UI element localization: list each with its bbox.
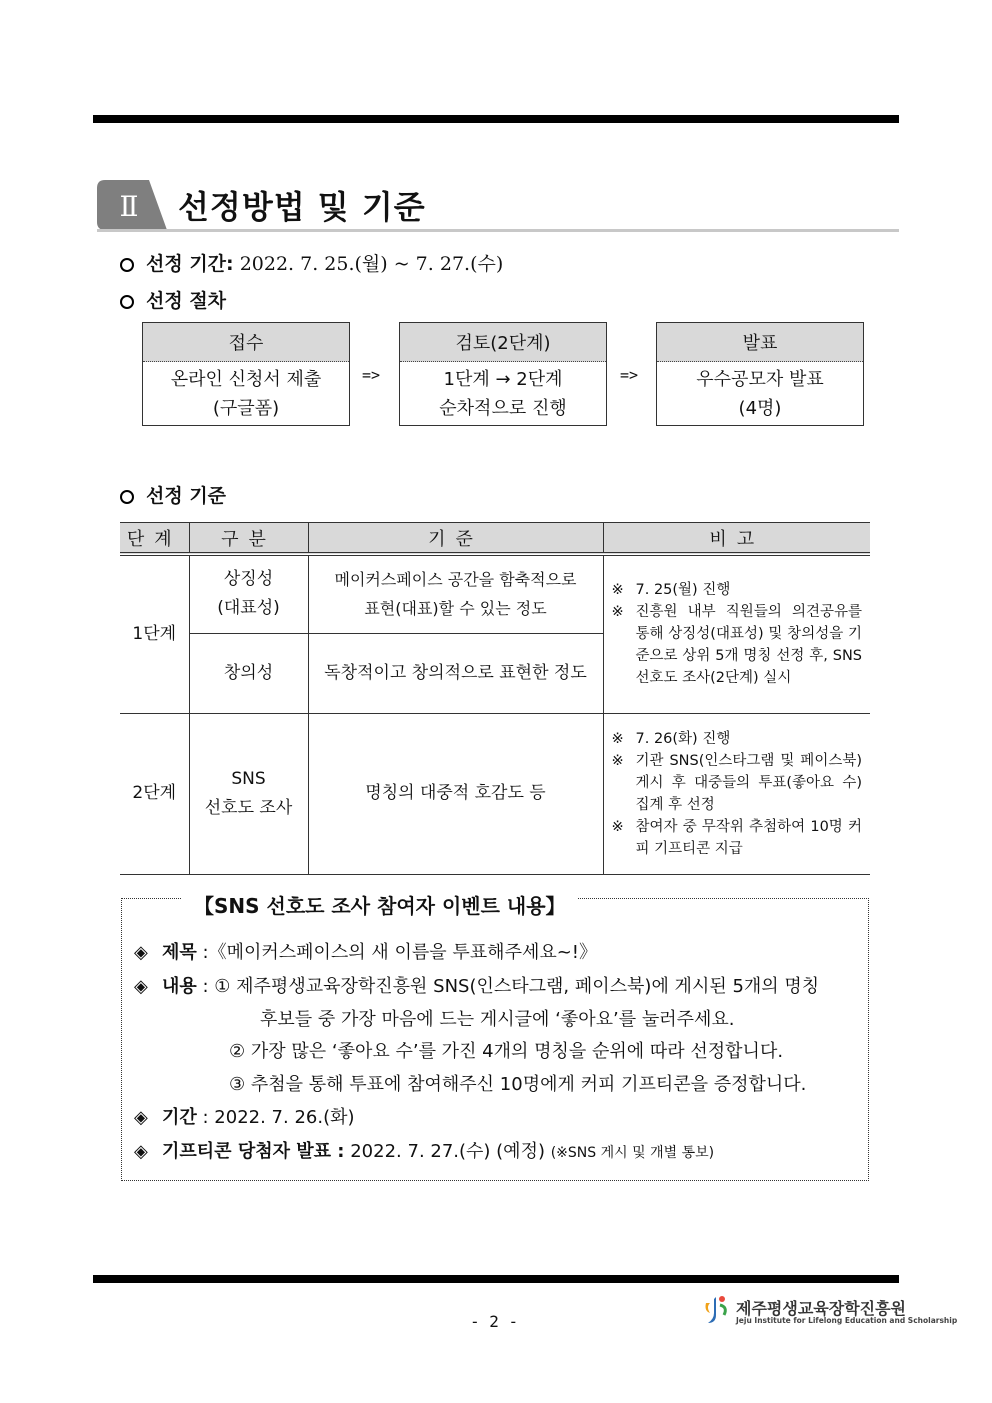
circle-bullet-icon	[120, 295, 134, 309]
event-content-2: ② 가장 많은 ‘좋아요 수’를 가진 4개의 명칭을 순위에 따라 선정합니다.	[229, 1041, 784, 1062]
header-category: 구분	[189, 523, 308, 555]
procedure-arrow: =>	[620, 366, 639, 384]
table-row	[120, 554, 870, 633]
section-number-badge	[97, 180, 167, 230]
event-subject: ◈ 제목 :《메이커스페이스의 새 이름을 투표해주세요~!》	[134, 942, 598, 963]
event-title: 【SNS 선호도 조사 참여자 이벤트 내용】	[182, 890, 578, 919]
period-line	[120, 249, 503, 276]
period-value: 2022. 7. 25.(월) ~ 7. 27.(수)	[239, 253, 504, 275]
event-content-3: ③ 추첨을 통해 투표에 참여해주신 10명에게 커피 기프티콘을 증정합니다.	[229, 1074, 807, 1095]
criteria-heading: 선정 기준	[120, 481, 226, 508]
table-row	[120, 713, 870, 874]
remarks-cell: ※ 7. 25(월) 진행 ※ 진흥원 내부 직원들의 의견공유를 통해 상징성(대표성) 및 창의성을 기준으로 상위 5개 명칭 선정 후, SNS 선호도 조사(2단계) 실시	[603, 554, 870, 713]
org-name-en: Jeju Institute for Lifelong Education and Scholarship	[736, 1316, 958, 1325]
criteria-table	[120, 522, 870, 875]
page-number: - 2 -	[470, 1312, 519, 1331]
standard-cell: 독창적이고 창의적으로 표현한 정도	[308, 633, 603, 713]
header-standard: 기준	[308, 523, 603, 555]
procedure-step-review: 검토(2단계) 1단계 → 2단계 순차적으로 진행	[399, 322, 607, 426]
stage-1: 1단계	[120, 554, 189, 713]
period-label: 선정 기간:	[146, 253, 234, 275]
diamond-bullet-icon: ◈	[134, 942, 148, 963]
event-period: ◈ 기간 : 2022. 7. 26.(화)	[134, 1107, 355, 1128]
procedure-step-receive: 접수 온라인 신청서 제출 (구글폼)	[142, 322, 350, 426]
table-header-row	[120, 523, 870, 555]
event-winner: ◈ 기프티콘 당첨자 발표 : 2022. 7. 27.(수) (예정) (※SNS 게시 및 개별 통보)	[134, 1141, 715, 1162]
standard-cell: 메이커스페이스 공간을 함축적으로 표현(대표)할 수 있는 정도	[308, 554, 603, 633]
section-title: 선정방법 및 기준	[178, 188, 426, 226]
category-cell: 상징성 (대표성)	[189, 554, 308, 633]
diamond-bullet-icon: ◈	[134, 1107, 148, 1128]
circle-bullet-icon	[120, 490, 134, 504]
diamond-bullet-icon: ◈	[134, 976, 148, 997]
top-rule	[93, 115, 899, 123]
org-logo-icon	[702, 1293, 732, 1325]
org-name: 제주평생교육장학진흥원	[736, 1299, 907, 1318]
section-numeral: Ⅱ	[119, 190, 139, 223]
category-cell: 창의성	[189, 633, 308, 713]
stage-2: 2단계	[120, 713, 189, 874]
event-content-cont: 후보들 중 가장 마음에 드는 게시글에 ‘좋아요’를 눌러주세요.	[260, 1009, 735, 1030]
bottom-rule	[93, 1275, 899, 1283]
section-underline	[97, 229, 899, 232]
header-stage: 단계	[120, 523, 189, 555]
standard-cell: 명칭의 대중적 호감도 등	[308, 713, 603, 874]
procedure-heading: 선정 절차	[120, 286, 226, 313]
header-remarks: 비고	[603, 523, 870, 555]
procedure-step-announce: 발표 우수공모자 발표 (4명)	[656, 322, 864, 426]
procedure-arrow: =>	[362, 366, 381, 384]
event-content: ◈ 내용 : ① 제주평생교육장학진흥원 SNS(인스타그램, 페이스북)에 게시된 5개의 명칭	[134, 976, 820, 997]
remarks-cell: ※ 7. 26(화) 진행 ※ 기관 SNS(인스타그램 및 페이스북) 게시 후 대중들의 투표(좋아요 수) 집계 후 선정 ※ 참여자 중 무작위 추첨하여 10명 커피 기프티콘 지급	[603, 713, 870, 874]
circle-bullet-icon	[120, 258, 134, 272]
category-cell: SNS 선호도 조사	[189, 713, 308, 874]
diamond-bullet-icon: ◈	[134, 1141, 148, 1162]
